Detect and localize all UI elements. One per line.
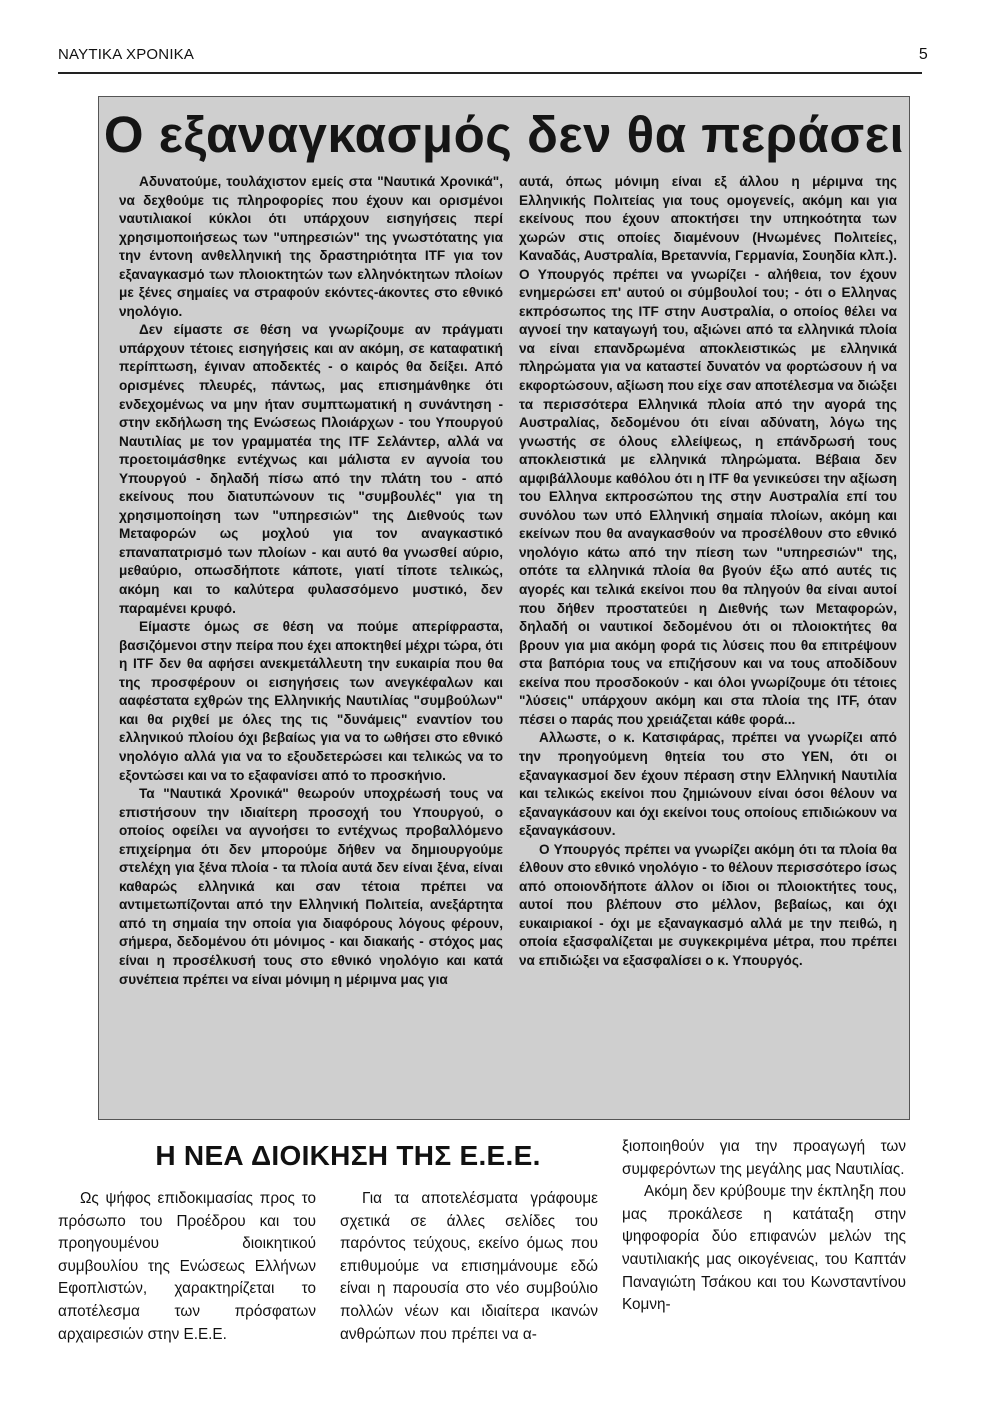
running-header: [58, 46, 928, 63]
second-article-column-2: [340, 1188, 598, 1346]
paragraph: Αλλωστε, ο κ. Κατσιφάρας, πρέπει να γνωρίζει από την προηγούμενη θητεία του στο ΥΕΝ, ότι οι εξαναγκασμοί δεν έχουν πέραση στην Ελληνική Ναυτιλία και τελικώς εκείνοι που ζημιώνουν είναι όσοι θέλουν να εξαναγκάσουν και όχι εκείνοι τους οποίους επιδιώκουν να εξαναγκάσουν.: [519, 730, 897, 839]
paragraph: Αδυνατούμε, τουλάχιστον εμείς στα "Ναυτικά Χρονικά", να δεχθούμε τις πληροφορίες που έχουν και ορισμένοι ναυτιλιακοί κύκλοι ότι υπάρχουν εισηγήσεις περί χρησιμοποιήσεως των "υπηρεσιών" της γνωστότατης για την έντονη ανθελληνική της δραστηριότητα ITF για τον εξαναγκασμό των πλοιοκτητών των ελληνόκτητων πλοίων με ξένες σημαίες να στραφούν εκόντες-άκοντες στο εθνικό νηολόγιο.: [119, 174, 503, 319]
publication-name: ΝΑΥΤΙΚΑ ΧΡΟΝΙΚΑ: [58, 46, 195, 63]
paragraph: Τα "Ναυτικά Χρονικά" θεωρούν υποχρέωσή τους να επιστήσουν την ιδιαίτερη προσοχή του Υπουργού, ο οποίος οφείλει να αγνοήσει το εντέχνως προβαλλόμενο επιχείρημα ότι δεν μπορούμε δήθεν να δημιουργούμε στελέχη για ξένα πλοία - τα πλοία αυτά δεν είναι ξένα, είναι καθαρώς ελληνικά και σαν τέτοια πρέπει να αντιμετωπίζονται από την Ελληνική Πολιτεία, ανεξάρτητα από τη σημαία την οποία για διαφόρους λόγους φέρουν, σήμερα, δεδομένου ότι μόνιμος - και διακαής - στόχος μας είναι η προσέλκυσή τους στο εθνικό νηολόγιο και κατά συνέπεια πρέπει να είναι μόνιμη η μέριμνα μας για: [119, 786, 503, 987]
paragraph: Ο Υπουργός πρέπει να γνωρίζει ακόμη ότι τα πλοία θα έλθουν στο εθνικό νηολόγιο - το θέλουν περισσότερο ίσως από οποιονδήποτε άλλον οι ίδιοι οι πλοιοκτήτες τους, αυτοί που βλέπουν στο μέλλον, βεβαίως, και όχι ευκαιριακοί - όχι με εξαναγκασμό αλλά με την πειθώ, η οποία εξασφαλίζεται με συγκεκριμένα μέτρα, που πρέπει να επιδιώξει να εξασφαλίσει ο κ. Υπουργός.: [519, 841, 897, 968]
header-rule: [58, 72, 922, 74]
second-article-title: Η ΝΕΑ ΔΙΟΙΚΗΣΗ ΤΗΣ Ε.Ε.Ε.: [155, 1140, 541, 1171]
paragraph: Για τα αποτελέσματα γράφουμε σχετικά σε άλλες σελίδες του παρόντος τεύχους, εκείνο όμως που επιθυμούμε να επισημάνουμε εδώ είναι η παρουσία στο νέο συμβούλιο πολλών νέων και ιδιαίτερα ικανών ανθρώπων που πρέπει να α-: [340, 1190, 598, 1343]
paragraph: Δεν είμαστε σε θέση να γνωρίζουμε αν πράγματι υπάρχουν τέτοιες εισηγήσεις και αν ακόμη, σε καταφατική περίπτωση, έγιναν αποδεκτές - ο καιρός θα δείξει. Από ορισμένες πλευρές, πάντως, μας επισημάνθηκε ότι ενδεχομένως να μην ήταν συμπτωματική η συνάντηση - στην εκδήλωση της Ενώσεως Πλοιάρχων - του Υπουργού Ναυτιλίας με τον γραμματέα της ITF Σελάντερ, αλλά να προετοιμάσθηκε εντέχνως και μάλιστα εν αγνοία του Υπουργού - δηλαδή πίσω από την πλάτη του - από εκείνους που διατυπώνουν τις "συμβουλές" για τη χρησιμοποίηση των "υπηρεσιών" της Διεθνούς των Μεταφορών ως μοχλού για τον αναγκαστικό επαναπατρισμό των πλοίων - και αυτό θα γνωσθεί αύριο, μεθαύριο, οπωσδήποτε κάποτε, γιατί τίποτε τελικώς, ακόμη και το καλύτερα φυλασσόμενο μυστικό, δεν παραμένει κρυφό.: [119, 322, 503, 616]
second-article-column-1: [58, 1188, 316, 1346]
paragraph: ξιοποιηθούν για την προαγωγή των συμφερόντων της μεγάλης μας Ναυτιλίας.: [622, 1138, 906, 1178]
paragraph: Ακόμη δεν κρύβουμε την έκπληξη που μας προκάλεσε η κατάταξη στην ψηφοφορία δύο επιφανών μελών της ναυτιλιακής μας οικογένειας, του Καπτάν Παναγιώτη Τσάκου και του Κωνσταντίνου Κομνη-: [622, 1183, 906, 1314]
lead-article-title: Ο εξαναγκασμός δεν θα περάσει: [103, 106, 905, 163]
lead-article-left-column: [119, 173, 503, 989]
second-article-column-3: [622, 1136, 906, 1317]
lead-article-right-column: [519, 173, 897, 971]
paragraph: Ως ψήφος επιδοκιμασίας προς το πρόσωπο του Προέδρου και του προηγουμένου διοικητικού συμβουλίου της Ενώσεως Ελλήνων Εφοπλιστών, χαρακτηρίζεται το αποτέλεσμα των πρόσφατων αρχαιρεσιών στην Ε.Ε.Ε.: [58, 1190, 316, 1343]
page-number: 5: [918, 46, 928, 63]
lead-article-box: [98, 96, 910, 1120]
paragraph: αυτά, όπως μόνιμη είναι εξ άλλου η μέριμνα της Ελληνικής Πολιτείας για τους ομογενείς, ακόμη και για εκείνους που έχουν αποκτήσει την υπηκοότητα των χωρών στις οποίες διαμένουν (Ηνωμένες Πολιτείες, Καναδάς, Αυστραλία, Βρεταννία, Γερμανία, Σουηδία κλπ.). Ο Υπουργός πρέπει να γνωρίζει - αλήθεια, τον έχουν ενημερώσει επ' αυτού οι σύμβουλοί του; - ότι ο Ελληνας εκπρόσωπος της ITF στην Αυστραλία, ο οποίος θέλει να αγνοεί την καταγωγή του, αξιώνει από τα ελληνικά πλοία να είναι επανδρωμένα αποκλειστικώς με ελληνικά πληρώματα για να καταστεί δυνατόν να φορτώσουν ή να εκφορτώσουν, αξίωση που είχε σαν αποτέλεσμα να διώξει τα περισσότερα Ελληνικά πλοία από την αγορά της Αυστραλίας, δεδομένου ότι είναι αδύνατη, λόγω της γνωστής σε όλους ελλείψεως, η επάνδρωσή τους αποκλειστικά με ελληνικά πληρώματα. Βέβαια δεν αμφιβάλλουμε καθόλου ότι η ITF θα γενικεύσει την αξίωση του Ελληνα εκπροσώπου της στην Αυστραλία επί του συνόλου των υπό Ελληνική σημαία πλοίων, ακόμη και εκείνων που θα αναγκασθούν να προσέλθουν στο εθνικό νηολόγιο κάτω από την πίεση των "υπηρεσιών" της, οπότε τα ελληνικά πλοία θα βγούν έξω από αυτές τις αγορές και τελικά εκείνοι που θα πληγούν θα είναι αυτοί που δήθεν προστατεύει η Διεθνής των Μεταφορών, δηλαδή οι ναυτικοί δεδομένου ότι οι πλοιοκτήτες θα βρουν για μια ακόμη φορά τις λύσεις που θα επιτρέψουν στα βαπόρια τους να επιζήσουν και να τους αποδίδουν εκείνα που προσδοκούν - και όλοι γνωρίζουμε ότι τέτοιες "λύσεις" υπάρχουν ακόμη και στα πλοία της ITF, όταν πέσει ο παράς που χρειάζεται κάθε φορά...: [519, 174, 897, 727]
paragraph: Είμαστε όμως σε θέση να πούμε απερίφραστα, βασιζόμενοι στην πείρα που έχει αποκτηθεί μέχρι τώρα, ότι η ITF δεν θα αφήσει ανεκμετάλλευτη την ευκαιρία που θα της προσφέρουν οι εισηγήσεις των ανεγκέφαλων και ααφέστατα εχθρών της Ελληνικής Ναυτιλίας "συμβούλων" και θα ριχθεί με όλες της τις "δυνάμεις" εναντίον του ελληνικού πλοίου όχι βεβαίως για να το ωθήσει στο εθνικό νηολόγιο αλλά για να το εξουδετερώσει και τελικώς να το εξοντώσει και να το εξαφανίσει από το προσκήνιο.: [119, 619, 503, 783]
